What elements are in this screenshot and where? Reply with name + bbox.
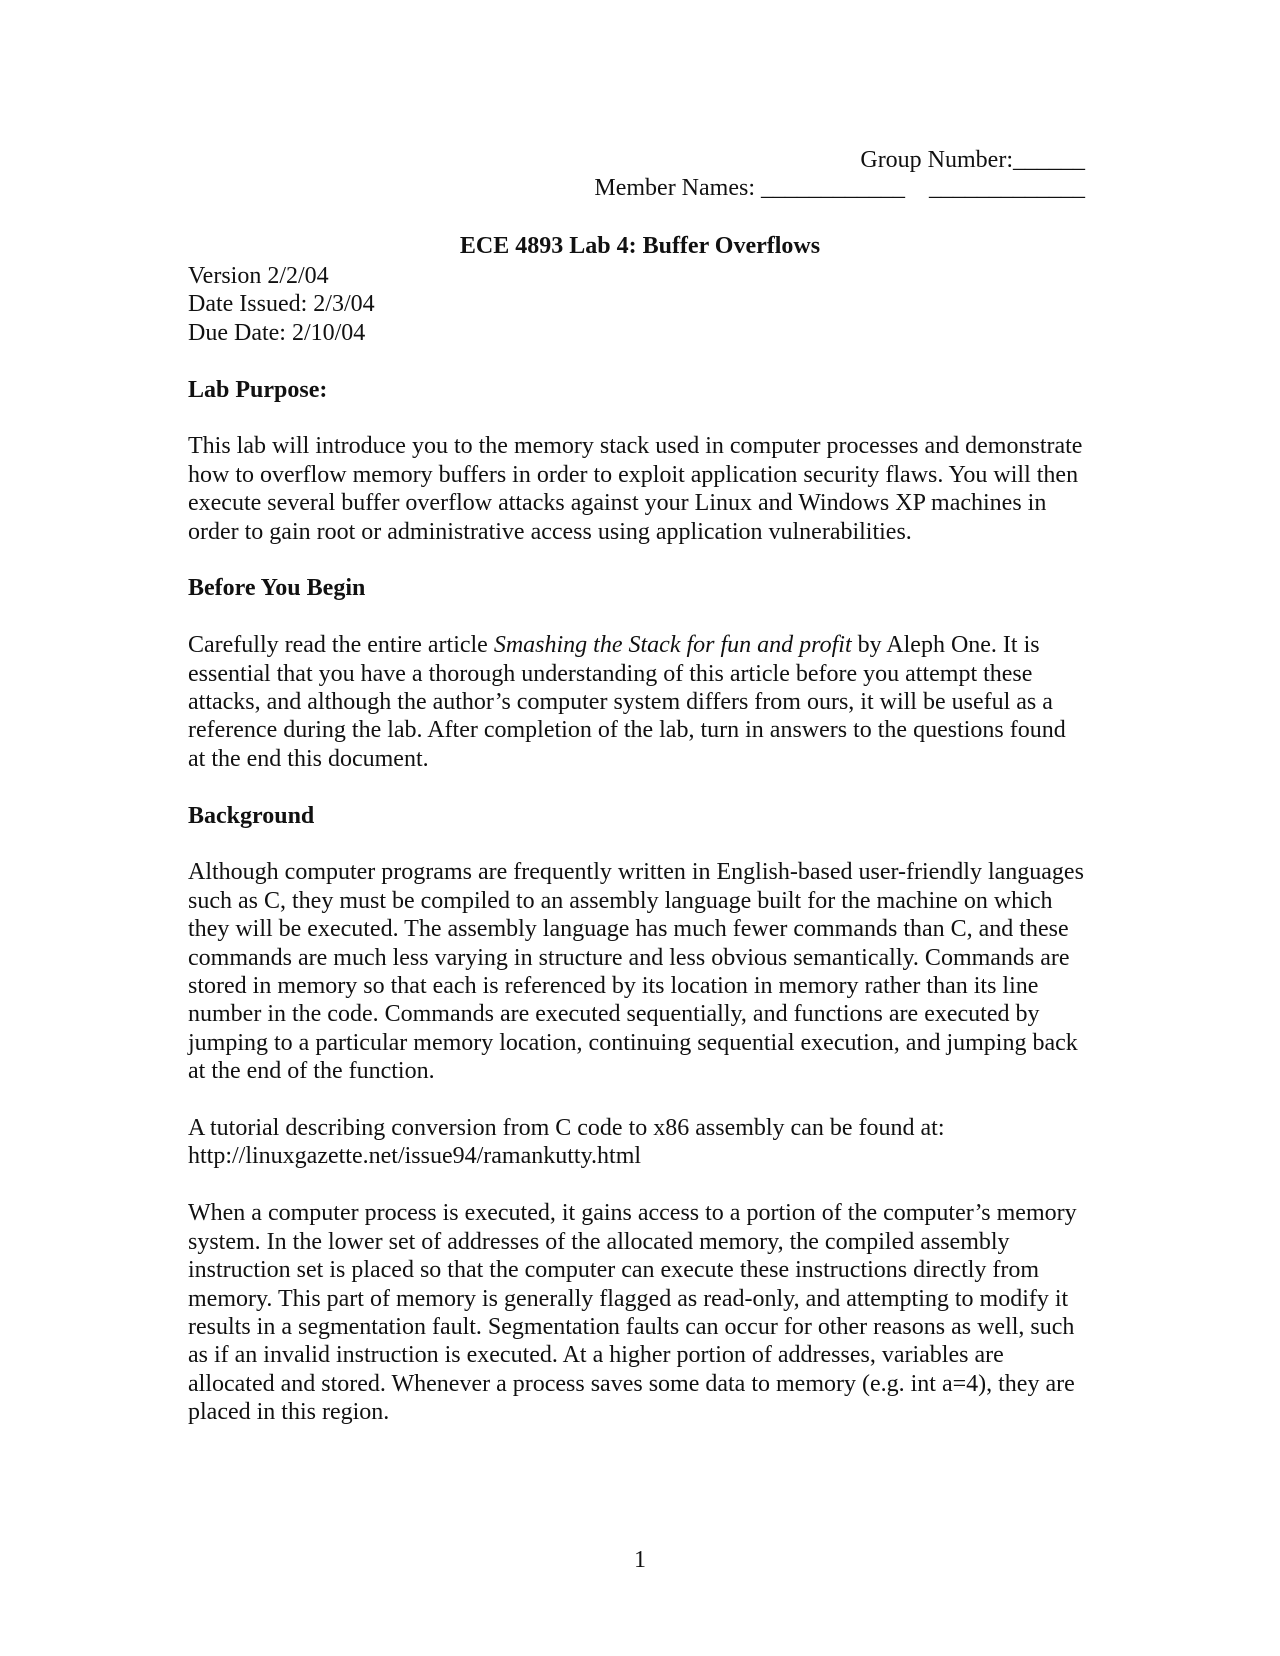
date-issued-line: Date Issued: 2/3/04 xyxy=(188,291,375,318)
before-you-begin-text-start: Carefully read the entire article xyxy=(188,632,494,659)
tutorial-url: http://linuxgazette.net/issue94/ramankutty.html xyxy=(188,1143,642,1170)
header-fields xyxy=(594,146,1085,202)
member-names-field: Member Names: ____________ _____________ xyxy=(594,175,1085,201)
before-you-begin-text-end: by Aleph One. It is essential that you have a thorough understanding of this article before you attempt these attacks, and although the author’s computer system differs from ours, it will be useful as a reference during the lab. After completion of the lab, turn in answers to the questions found at the end this document. xyxy=(188,632,1066,772)
before-you-begin-paragraph xyxy=(188,631,1088,773)
tutorial-paragraph xyxy=(188,1114,1088,1171)
lab-purpose-heading: Lab Purpose: xyxy=(188,376,328,403)
before-you-begin-heading: Before You Begin xyxy=(188,575,366,602)
lab-purpose-paragraph: This lab will introduce you to the memory stack used in computer processes and demonstrate how to overflow memory buffers in order to exploit application security flaws. You will then execute several buffer overflow attacks against your Linux and Windows XP machines in order to gain root or administrative access using application vulnerabilities. xyxy=(188,433,1083,545)
group-number-field: Group Number:______ xyxy=(860,147,1085,173)
tutorial-text: A tutorial describing conversion from C code to x86 assembly can be found at: xyxy=(188,1115,945,1142)
document-title: ECE 4893 Lab 4: Buffer Overflows xyxy=(459,233,821,259)
background-paragraph-1: Although computer programs are frequently written in English-based user-friendly languages such as C, they must be compiled to an assembly language built for the machine on which they will be executed. The assembly language has much fewer commands than C, and these commands are much less varying in structure and less obvious semantically. Commands are stored in memory so that each is referenced by its location in memory rather than its line number in the code. Commands are executed sequentially, and functions are executed by jumping to a particular memory location, continuing sequential execution, and jumping back at the end of the function. xyxy=(188,859,1084,1085)
due-date-line: Due Date: 2/10/04 xyxy=(188,319,366,346)
page-number: 1 xyxy=(634,1547,646,1573)
article-title: Smashing the Stack for fun and profit xyxy=(493,632,852,659)
document-body xyxy=(188,262,1088,1427)
background-paragraph-3: When a computer process is executed, it gains access to a portion of the computer’s memory system. In the lower set of addresses of the allocated memory, the compiled assembly instruction set is placed so that the computer can execute these instructions directly from memory. This part of memory is generally flagged as read-only, and attempting to modify it results in a segmentation fault. Segmentation faults can occur for other reasons as well, such as if an invalid instruction is executed. At a higher portion of addresses, variables are allocated and stored. Whenever a process saves some data to memory (e.g. int a=4), they are placed in this region. xyxy=(188,1200,1077,1426)
background-heading: Background xyxy=(188,802,315,829)
version-line: Version 2/2/04 xyxy=(188,263,329,289)
